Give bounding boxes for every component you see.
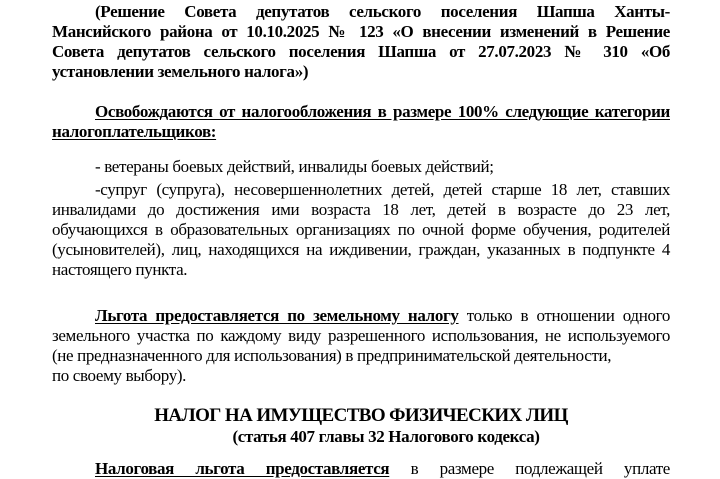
property-benefit-paragraph [52, 459, 670, 479]
category-item: - ветераны боевых действий, инвалиды боевых действий; [95, 157, 494, 176]
document-page [52, 0, 670, 479]
land-benefit-text: только в отношении одного земельного участка по каждому виду разрешенного использования, не используемого (не предназначенного для использования) в предпринимательской деятельности, [52, 306, 670, 365]
decision-reference: (Решение Совета депутатов сельского поселения Шапша Ханты-Мансийского района от 10.10.2025 № 123 «О внесении изменений в Решение Совета депутатов сельского поселения Шапша от 27.07.2023 № 310 «Об установлении земельного налога») [52, 2, 670, 81]
land-benefit-tail: по своему выбору). [52, 366, 187, 385]
property-benefit-lead: Налоговая льгота предоставляется [95, 459, 390, 478]
land-benefit-lead: Льгота предоставляется по земельному налогу [95, 306, 459, 325]
section-subtitle: (статья 407 главы 32 Налогового кодекса) [232, 427, 540, 446]
property-benefit-text: в размере подлежащей уплате [389, 459, 670, 478]
exemption-heading: Освобождаются от налогообложения в размере 100% следующие категории налогоплательщиков: [52, 102, 670, 141]
land-benefit-paragraph [52, 306, 670, 366]
category-item: -супруг (супруга), несовершеннолетних детей, детей старше 18 лет, ставших инвалидами до достижения ими возраста 18 лет, детей в возрасте до 23 лет, обучающихся в образовательных организациях по очной форме обучения, родителей (усыновителей), лиц, находящихся на иждивении, граждан, указанных в подпункте 4 настоящего пункта. [52, 180, 670, 279]
section-title: НАЛОГ НА ИМУЩЕСТВО ФИЗИЧЕСКИХ ЛИЦ [154, 405, 568, 426]
